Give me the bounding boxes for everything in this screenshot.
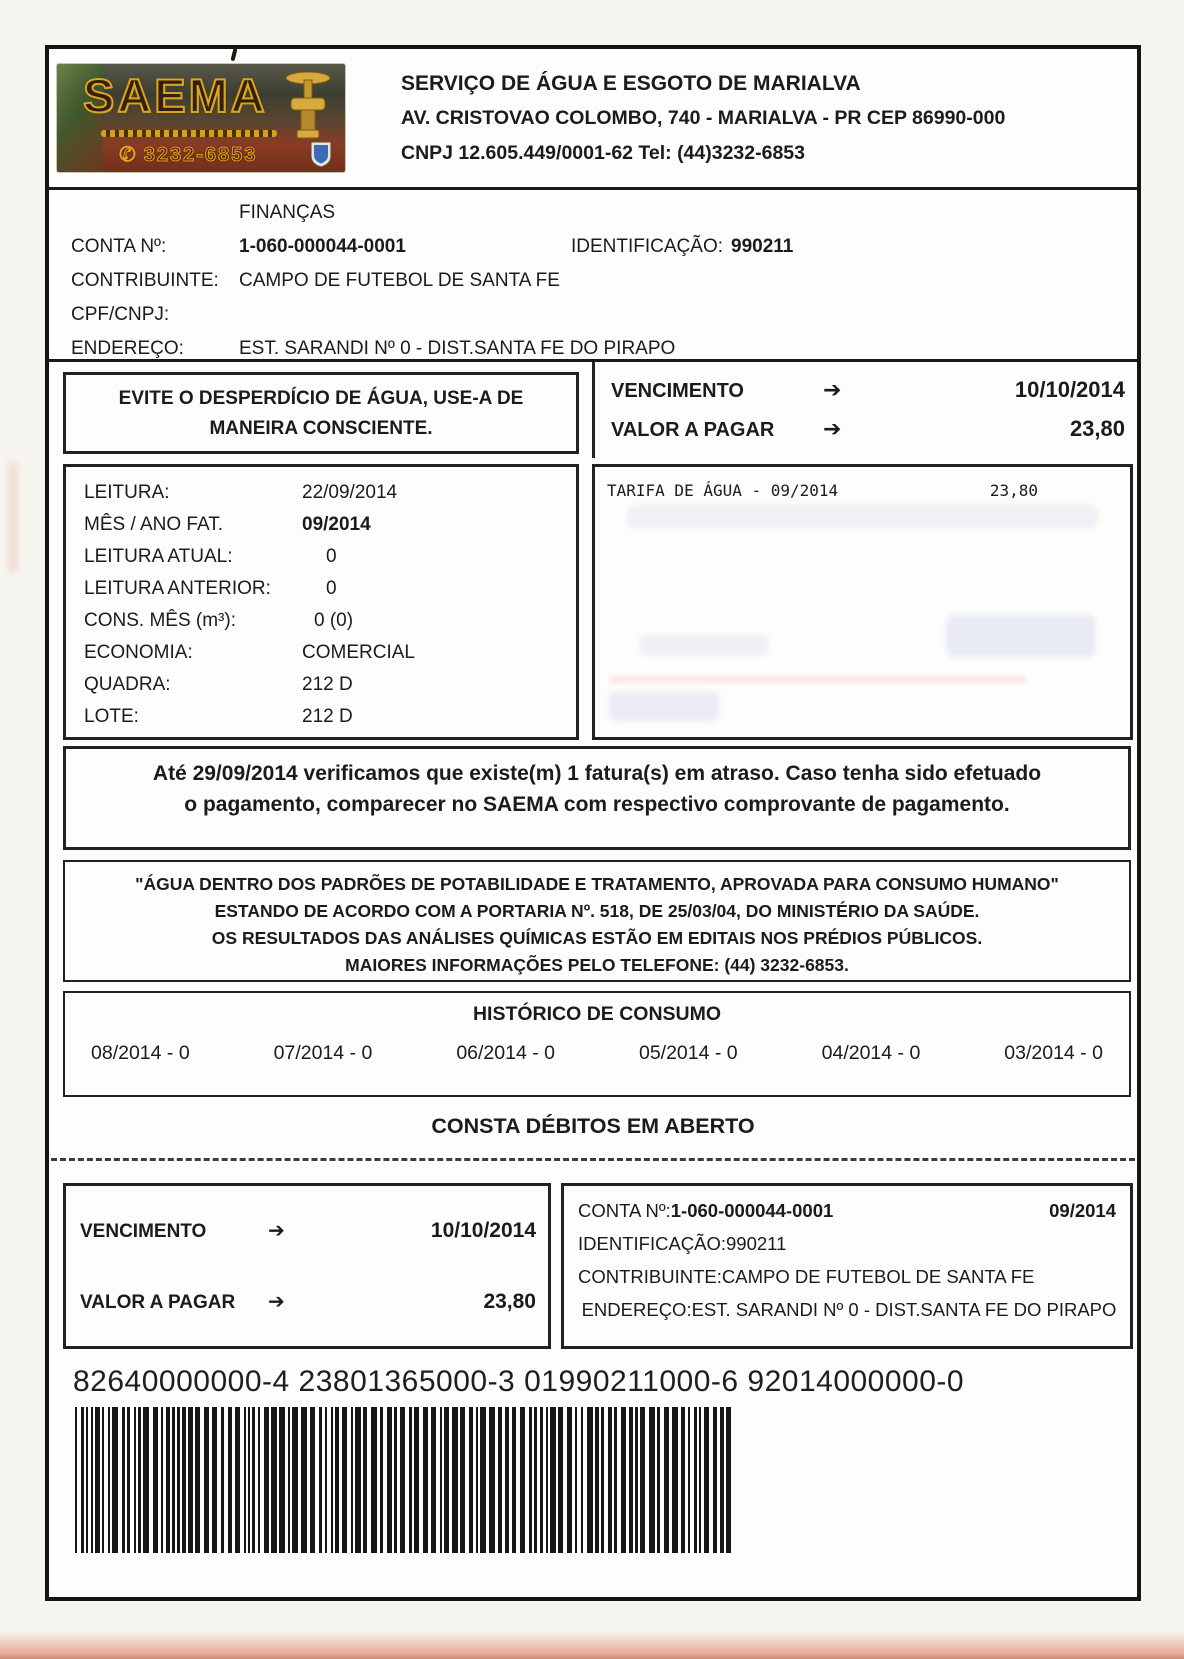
vencimento-row	[611, 377, 1131, 403]
stub-conta-value: 1-060-000044-0001	[670, 1200, 834, 1221]
arrow-right-icon: ➔	[268, 1291, 285, 1313]
header	[49, 49, 1137, 190]
reading-row: LOTE: 212 D	[84, 706, 353, 727]
bill-sheet	[45, 45, 1141, 1601]
vencimento-label: VENCIMENTO	[611, 380, 744, 402]
stub-period: 09/2014	[1049, 1200, 1116, 1221]
history-title: HISTÓRICO DE CONSUMO	[472, 1003, 722, 1025]
stub-endereco-label: ENDEREÇO:	[581, 1299, 692, 1320]
quality-line1: "ÁGUA DENTRO DOS PADRÕES DE POTABILIDADE E TRATAMENTO, APROVADA PARA CONSUMO HUMANO"	[135, 874, 1059, 894]
logo-wordmark: SAEMA	[83, 69, 268, 122]
tariff-value: 23,80	[989, 481, 1038, 500]
phone-icon: ✆	[119, 144, 138, 166]
valor-label: VALOR A PAGAR	[611, 419, 775, 441]
stub-contrib-value: CAMPO DE FUTEBOL DE SANTA FE	[721, 1266, 1035, 1287]
endereco-row	[71, 332, 1137, 366]
account-dept-row	[71, 196, 1137, 230]
identificacao-value: 990211	[731, 236, 794, 257]
stub-ident-value: 990211	[726, 1233, 787, 1254]
history-box	[63, 991, 1131, 1097]
org-cnpj-tel: CNPJ 12.605.449/0001-62 Tel: (44)3232-6853	[401, 141, 805, 164]
endereco-value: EST. SARANDI Nº 0 - DIST.SANTA FE DO PIRAPO	[239, 338, 676, 359]
conta-value: 1-060-000044-0001	[239, 236, 406, 257]
contribuinte-row	[71, 264, 1137, 298]
eco-notice-box	[63, 372, 579, 454]
due-section	[49, 362, 1137, 458]
valor-value: 23,80	[1069, 416, 1125, 441]
arrow-right-icon: ➔	[823, 416, 842, 441]
payment-stub	[49, 1183, 1137, 1349]
org-name: SERVIÇO DE ÁGUA E ESGOTO DE MARIALVA	[401, 71, 861, 95]
history-entry: 04/2014 - 0	[821, 1042, 921, 1064]
logo-tagline-band	[101, 130, 277, 137]
scan-smudge	[639, 635, 769, 655]
barcode-digits: 82640000000-4 23801365000-3 01990211000-6 92014000000-0	[73, 1365, 965, 1398]
stub-due-box	[63, 1183, 551, 1349]
stub-vencimento-row	[80, 1218, 536, 1243]
logo-phone	[119, 142, 257, 167]
reading-row: CONS. MÊS (m³): 0 (0)	[84, 610, 354, 631]
stub-conta-row	[578, 1194, 1120, 1227]
quality-line3: OS RESULTADOS DAS ANÁLISES QUÍMICAS ESTÃO EM EDITAIS NOS PRÉDIOS PÚBLICOS.	[211, 928, 983, 948]
quality-line2: ESTANDO DE ACORDO COM A PORTARIA Nº. 518, DE 25/03/04, DO MINISTÉRIO DA SAÚDE.	[214, 901, 980, 921]
contribuinte-value: CAMPO DE FUTEBOL DE SANTA FE	[239, 270, 560, 291]
due-area	[592, 362, 1137, 458]
eco-notice-line2: MANEIRA CONSCIENTE.	[209, 418, 433, 439]
endereco-label: ENDEREÇO:	[71, 338, 184, 359]
department-label: FINANÇAS	[239, 202, 336, 223]
logo-phone-number: 3232-6853	[143, 144, 258, 166]
arrow-right-icon: ➔	[823, 377, 842, 402]
stub-endereco-row	[578, 1293, 1120, 1326]
tariff-desc: TARIFA DE ÁGUA - 09/2014	[607, 481, 839, 500]
quality-line4: MAIORES INFORMAÇÕES PELO TELEFONE: (44) 3232-6853.	[345, 955, 849, 975]
history-entry: 03/2014 - 0	[1004, 1042, 1103, 1064]
stub-valor-label: VALOR A PAGAR	[80, 1292, 236, 1313]
quality-statement-box	[63, 860, 1131, 982]
history-entry: 07/2014 - 0	[273, 1042, 373, 1064]
reading-row: ECONOMIA: COMERCIAL	[84, 642, 415, 663]
faucet-icon	[277, 70, 339, 142]
stub-conta-label: CONTA Nº:	[578, 1200, 671, 1221]
identificacao-label: IDENTIFICAÇÃO:	[571, 236, 724, 257]
reading-row: QUADRA: 212 D	[84, 674, 353, 695]
stub-contrib-row	[578, 1260, 1120, 1293]
org-address: AV. CRISTOVAO COLOMBO, 740 - MARIALVA - PR CEP 86990-000	[401, 106, 1006, 129]
crest-icon	[309, 140, 333, 168]
account-number-row	[71, 230, 1137, 264]
debitos-title: CONSTA DÉBITOS EM ABERTO	[431, 1114, 755, 1138]
tear-line	[51, 1158, 1135, 1161]
arrow-right-icon: ➔	[268, 1220, 285, 1242]
scan-smudge	[609, 675, 1026, 684]
reading-row: MÊS / ANO FAT. 09/2014	[84, 514, 371, 535]
overdue-line1: Até 29/09/2014 verificamos que existe(m) 1 fatura(s) em atraso. Caso tenha sido efetuado	[152, 762, 1042, 785]
scan-edge-artifact	[0, 1631, 1184, 1659]
reading-row: LEITURA: 22/09/2014	[84, 482, 398, 503]
overdue-notice-box	[63, 746, 1131, 850]
saema-logo	[57, 64, 345, 172]
meter-section	[49, 458, 1137, 740]
cpf-row	[71, 298, 1137, 332]
contribuinte-label: CONTRIBUINTE:	[71, 270, 219, 291]
scan-smudge	[627, 505, 1098, 529]
stub-account-box	[561, 1183, 1133, 1349]
conta-label: CONTA Nº:	[71, 236, 167, 257]
eco-notice-line1: EVITE O DESPERDÍCIO DE ÁGUA, USE-A DE	[118, 388, 524, 409]
header-text	[401, 66, 1005, 171]
stub-valor-value: 23,80	[483, 1290, 536, 1313]
history-entries	[65, 1042, 1129, 1065]
history-entry: 06/2014 - 0	[456, 1042, 555, 1064]
overdue-line2: o pagamento, comparecer no SAEMA com respectivo comprovante de pagamento.	[184, 793, 1010, 816]
history-entry: 05/2014 - 0	[638, 1042, 738, 1064]
stub-ident-row	[578, 1227, 1120, 1260]
stub-vencimento-value: 10/10/2014	[430, 1219, 536, 1242]
valor-row	[611, 416, 1131, 442]
stub-endereco-value: EST. SARANDI Nº 0 - DIST.SANTA FE DO PIRAPO	[691, 1299, 1117, 1320]
cpf-label: CPF/CNPJ:	[71, 304, 170, 325]
vencimento-value: 10/10/2014	[1014, 377, 1125, 402]
stub-vencimento-label: VENCIMENTO	[80, 1221, 207, 1242]
stub-contrib-label: CONTRIBUINTE:	[578, 1266, 722, 1287]
tariff-box	[592, 464, 1133, 740]
reading-row: LEITURA ATUAL: 0	[84, 546, 337, 567]
scan-artifact-smear	[8, 462, 18, 572]
account-block	[49, 190, 1137, 362]
reading-row: LEITURA ANTERIOR: 0	[84, 578, 337, 599]
barcode-bars	[75, 1407, 751, 1553]
stub-ident-label: IDENTIFICAÇÃO:	[578, 1233, 727, 1254]
scan-smudge	[946, 615, 1096, 657]
stub-valor-row	[80, 1289, 536, 1314]
scan-smudge	[609, 691, 719, 721]
history-entry: 08/2014 - 0	[91, 1042, 190, 1064]
reading-box	[63, 464, 579, 740]
